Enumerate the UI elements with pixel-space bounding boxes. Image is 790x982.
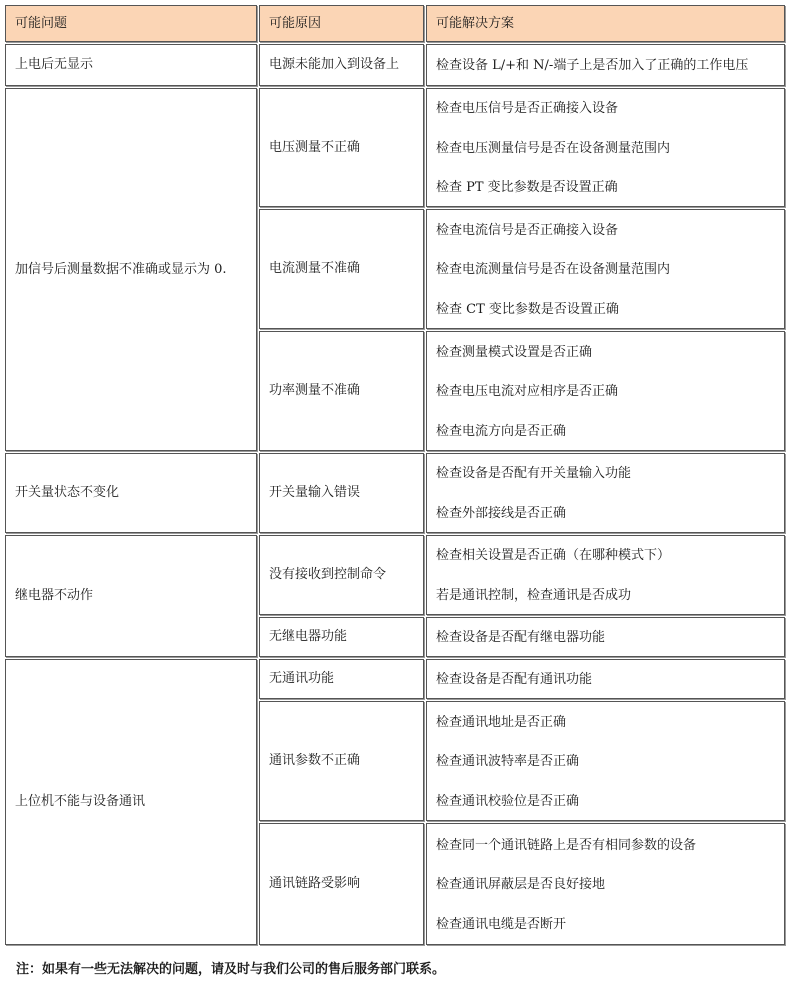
solution-line: 检查设备是否配有开关量输入功能 xyxy=(436,466,632,482)
solution-line: 检查设备是否配有继电器功能 xyxy=(436,630,606,645)
solution-line: 检查同一个通讯链路上是否有相同参数的设备 xyxy=(436,837,697,853)
solution-cell xyxy=(426,823,785,945)
cause-cell xyxy=(259,701,424,821)
problem-text: 开关量状态不变化 xyxy=(15,485,120,500)
cause-text: 电压测量不正确 xyxy=(269,139,361,155)
solution-line: 检查通讯波特率是否正确 xyxy=(436,754,580,769)
header-cause: 可能原因 xyxy=(269,15,322,31)
solution-line: 检查电压电流对应相序是否正确 xyxy=(436,384,619,399)
solution-cell xyxy=(426,453,785,533)
cause-cell xyxy=(259,617,424,657)
cause-cell xyxy=(259,331,424,451)
cause-text: 通讯链路受影响 xyxy=(269,876,361,891)
cause-cell xyxy=(259,209,424,329)
cause-text: 功率测量不准确 xyxy=(269,383,361,398)
problem-cell xyxy=(5,535,257,657)
header-cause-cell xyxy=(259,5,424,42)
problem-cell xyxy=(5,44,257,86)
problem-text: 上电后无显示 xyxy=(15,57,94,72)
problem-cell xyxy=(5,88,257,451)
solution-cell xyxy=(426,331,785,451)
solution-line: 检查设备是否配有通讯功能 xyxy=(436,672,593,687)
header-problem-cell xyxy=(5,5,257,42)
cause-text: 开关量输入错误 xyxy=(269,485,361,500)
solution-line: 检查 CT 变比参数是否设置正确 xyxy=(436,301,619,317)
solution-line: 若是通讯控制，检查通讯是否成功 xyxy=(436,587,632,603)
solution-cell xyxy=(426,617,785,657)
cause-text: 无继电器功能 xyxy=(269,629,348,644)
solution-cell xyxy=(426,659,785,699)
solution-line: 检查通讯地址是否正确 xyxy=(436,714,567,730)
solution-line: 检查电压信号是否正确接入设备 xyxy=(436,101,619,116)
cause-cell xyxy=(259,823,424,945)
solution-line: 检查电压测量信号是否在设备测量范围内 xyxy=(436,140,671,156)
header-solution-cell xyxy=(426,5,785,42)
cause-text: 电流测量不准确 xyxy=(269,261,361,276)
header-problem: 可能问题 xyxy=(15,15,68,31)
cause-text: 电源未能加入到设备上 xyxy=(269,57,400,72)
cause-cell xyxy=(259,453,424,533)
cause-text: 通讯参数不正确 xyxy=(269,753,361,768)
problem-text: 加信号后测量数据不准确或显示为 0. xyxy=(15,261,227,277)
problem-cell xyxy=(5,659,257,945)
problem-text: 上位机不能与设备通讯 xyxy=(15,794,146,809)
solution-cell xyxy=(426,44,785,86)
solution-line: 检查外部接线是否正确 xyxy=(436,505,567,521)
solution-cell xyxy=(426,209,785,329)
solution-line: 检查 PT 变比参数是否设置正确 xyxy=(436,180,618,195)
solution-cell xyxy=(426,535,785,615)
solution-cell xyxy=(426,701,785,821)
cause-cell xyxy=(259,88,424,207)
solution-line: 检查相关设置是否正确（在哪种模式下） xyxy=(436,548,671,564)
problem-text: 继电器不动作 xyxy=(15,588,94,603)
solution-line: 检查通讯屏蔽层是否良好接地 xyxy=(436,877,606,892)
cause-cell xyxy=(259,44,424,86)
footnote: 注：如果有一些无法解决的问题，请及时与我们公司的售后服务部门联系。 xyxy=(16,962,446,977)
cause-text: 无通讯功能 xyxy=(269,671,335,686)
solution-line: 检查测量模式设置是否正确 xyxy=(436,344,593,360)
solution-line: 检查电流方向是否正确 xyxy=(436,423,567,439)
solution-line: 检查通讯电缆是否断开 xyxy=(436,916,567,932)
solution-line: 检查设备 L/+和 N/-端子上是否加入了正确的工作电压 xyxy=(436,58,749,73)
solution-cell xyxy=(426,88,785,207)
cause-cell xyxy=(259,535,424,615)
solution-line: 检查电流测量信号是否在设备测量范围内 xyxy=(436,262,671,277)
cause-cell xyxy=(259,659,424,699)
cause-text: 没有接收到控制命令 xyxy=(269,567,387,582)
solution-line: 检查通讯校验位是否正确 xyxy=(436,793,580,809)
problem-cell xyxy=(5,453,257,533)
solution-line: 检查电流信号是否正确接入设备 xyxy=(436,222,619,238)
header-solution: 可能解决方案 xyxy=(436,15,515,31)
